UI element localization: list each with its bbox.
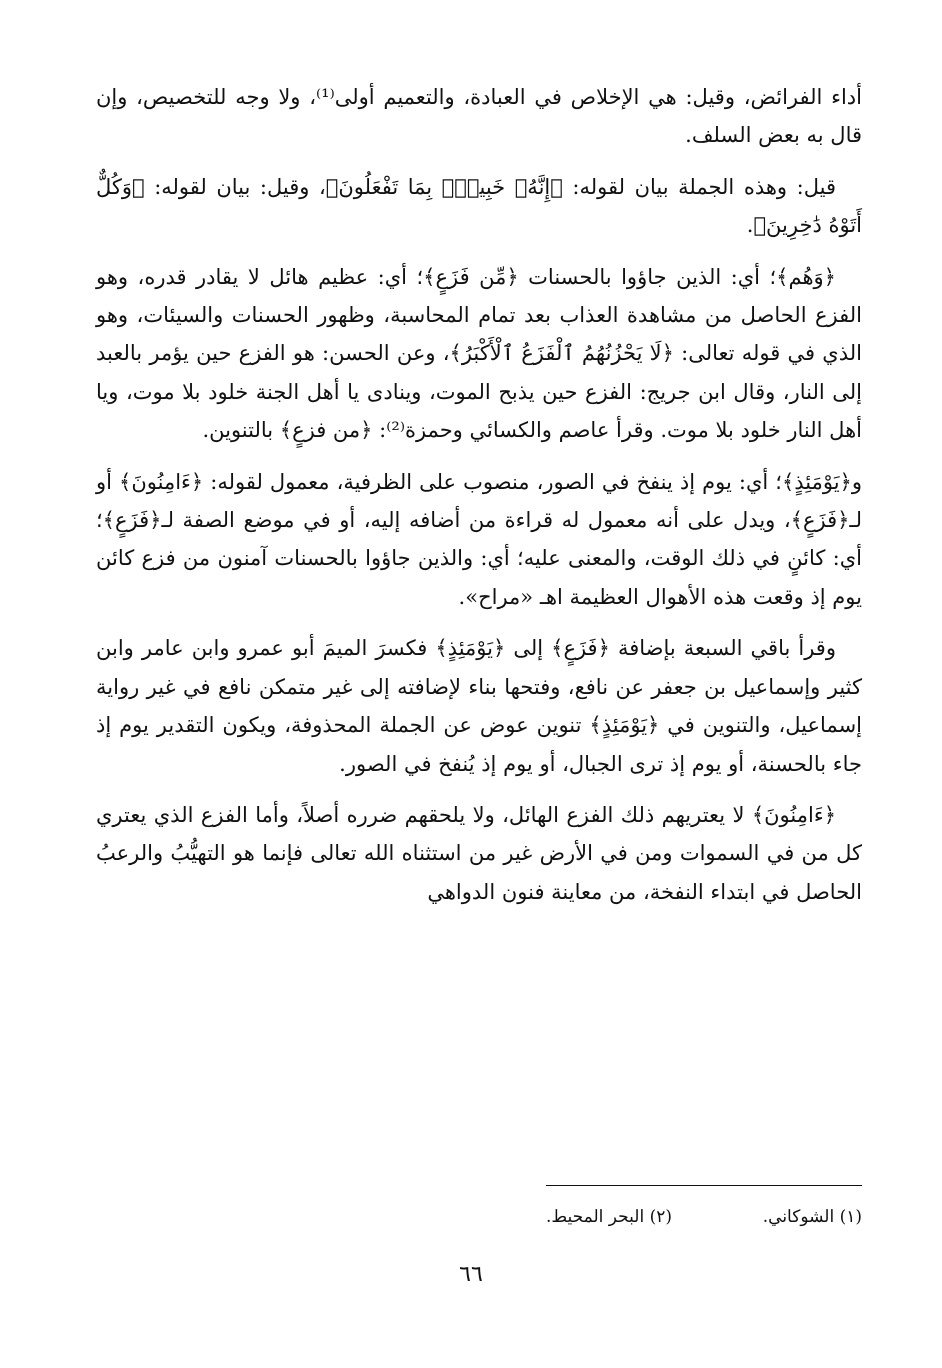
footnotes	[96, 1207, 862, 1227]
paragraph-1: أداء الفرائض، وقيل: هي الإخلاص في العبادة، والتعميم أولى⁽¹⁾، ولا وجه للتخصيص، وإن قال به بعض السلف.	[96, 85, 862, 148]
paragraph-6: ﴿ءَامِنُونَ﴾ لا يعتريهم ذلك الفزع الهائل، ولا يلحقهم ضرره أصلاً، وأما الفزع الذي يعتري كل من في السموات ومن في الأرض غير من استثناه الله تعالى فإنما هو التهيُّبُ والرعبُ الحاصل في ابتداء النفخة، من معاينة فنون الدواهي	[96, 802, 862, 904]
main-text-block	[96, 78, 862, 924]
footnote-1: (١) الشوكاني.	[762, 1207, 862, 1227]
footnote-2: (٢) البحر المحيط.	[546, 1207, 672, 1227]
paragraph-3: ﴿وَهُم﴾؛ أي: الذين جاؤوا بالحسنات ﴿مِّن فَزَعٍ﴾؛ أي: عظيم هائل لا يقادر قدره، وهو الفزع الحاصل من مشاهدة العذاب بعد تمام المحاسبة، وظهور الحسنات والسيئات، وهو الذي في قوله تعالى: ﴿لَا يَحْزُنُهُمُ ٱلْفَزَعُ ٱلْأَكْبَرُ﴾، وعن الحسن: هو الفزع حين يؤمر بالعبد إلى النار، وقال ابن جريج: الفزع حين يذبح الموت، وينادى يا أهل الجنة خلود بلا موت، ويا أهل النار خلود بلا موت. وقرأ عاصم والكسائي وحمزة⁽²⁾: ﴿من فزعٍ﴾ بالتنوين.	[96, 264, 862, 443]
paragraph-4: و﴿يَوْمَئِذٍ﴾؛ أي: يوم إذ ينفخ في الصور، منصوب على الظرفية، معمول لقوله: ﴿ءَامِنُونَ﴾ أو لـ﴿فَزَعٍ﴾، ويدل على أنه معمول له قراءة من أضافه إليه، أو في موضع الصفة لـ﴿فَزَعٍ﴾؛ أي: كائنٍ في ذلك الوقت، والمعنى عليه؛ أي: والذين جاؤوا بالحسنات آمنون من فزع كائن يوم إذ وقعت هذه الأهوال العظيمة اهـ «مراح».	[96, 469, 862, 609]
footnote-divider	[546, 1185, 862, 1186]
page-number: ٦٦	[459, 1262, 483, 1287]
paragraph-5: وقرأ باقي السبعة بإضافة ﴿فَزَعٍ﴾ إلى ﴿يَوْمَئِذٍ﴾ فكسرَ الميمَ أبو عمرو وابن عامر وابن كثير وإسماعيل بن جعفر عن نافع، وفتحها بناء لإضافته إلى غير متمكن نافع في غير رواية إسماعيل، والتنوين في ﴿يَوْمَئِذٍ﴾ تنوين عوض عن الجملة المحذوفة، ويكون التقدير يوم إذ جاء بالحسنة، أو يوم إذ ترى الجبال، أو يوم إذ يُنفخ في الصور.	[96, 636, 862, 776]
paragraph-2: قيل: وهذه الجملة بيان لقوله: ﴿إِنَّهُۥ خَبِيرٌۢ بِمَا تَفْعَلُونَ﴾، وقيل: بيان لقوله: ﴿وَكُلٌّ أَتَوْهُ دَٰخِرِينَ﴾.	[96, 174, 862, 238]
